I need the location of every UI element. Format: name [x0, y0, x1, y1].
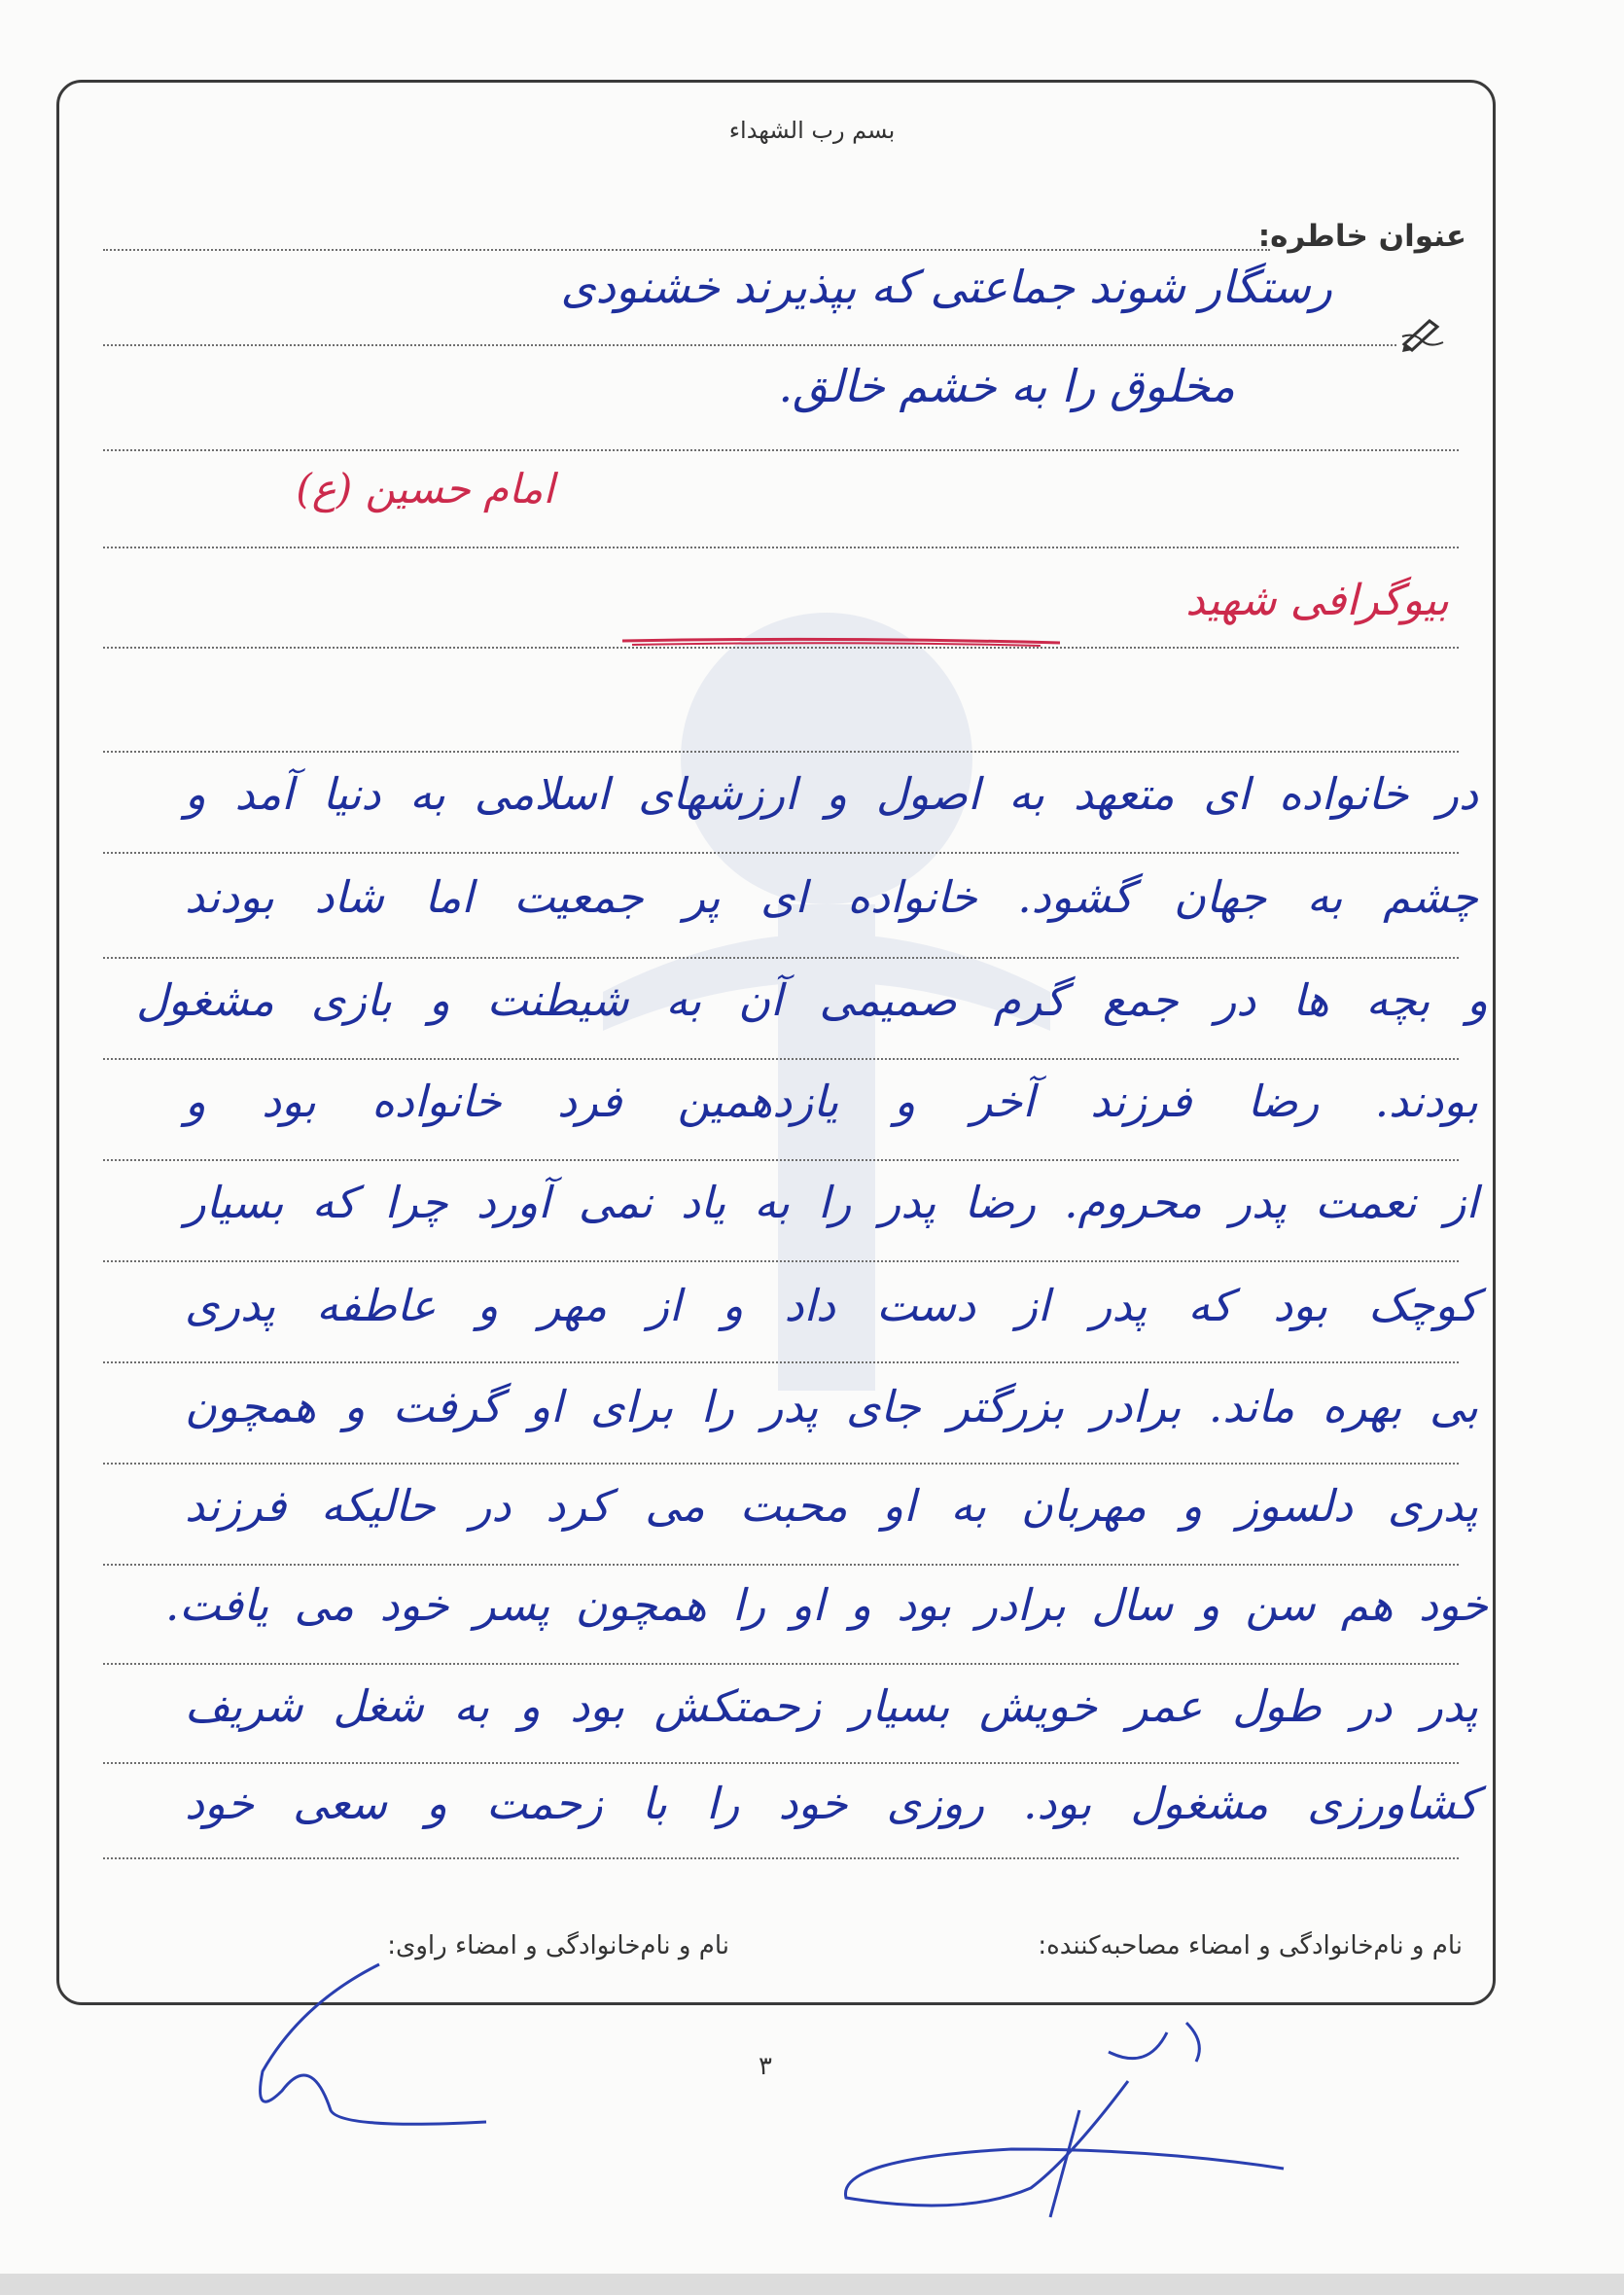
body-rule-1	[103, 852, 1459, 854]
title-rule-3	[103, 449, 1459, 451]
body-rule-8	[103, 1564, 1459, 1566]
body-line: بی بهره ماند. برادر بزرگتر جای پدر را برای او گرفت و همچون	[185, 1381, 1478, 1432]
form-header: بسم رب الشهداء	[728, 117, 896, 144]
body-rule-3	[103, 1058, 1459, 1060]
page-number: ۳	[759, 2052, 772, 2081]
body-rule-2	[103, 957, 1459, 959]
narrator-signature	[243, 1945, 535, 2139]
interviewer-signature	[817, 2003, 1303, 2227]
title-rule-1	[103, 249, 1270, 251]
narrator-signature-label: نام و نام‌خانوادگی و امضاء راوی:	[387, 1931, 729, 1960]
handwritten-title-line-1: رستگار شوند جماعتی که بپذیرند خشنودی	[560, 261, 1332, 313]
body-line: و بچه ها در جمع گرم صمیمی آن به شیطنت و بازی مشغول	[136, 974, 1488, 1026]
body-rule-6	[103, 1361, 1459, 1363]
body-rule-5	[103, 1260, 1459, 1262]
body-rule-9	[103, 1663, 1459, 1665]
body-rule-4	[103, 1159, 1459, 1161]
memory-title-label: عنوان خاطره:	[1257, 219, 1466, 254]
pen-writing-icon	[1400, 313, 1445, 352]
handwritten-title-line-2: مخلوق را به خشم خالق.	[778, 360, 1235, 412]
scan-bottom-strip	[0, 2274, 1624, 2295]
body-line: کشاورزی مشغول بود. روزی خود را با زحمت و سعی خود	[185, 1778, 1478, 1829]
body-rule-7	[103, 1463, 1459, 1465]
body-line: کوچک بود که پدر از دست داد و از مهر و عاطفه پدری	[185, 1280, 1478, 1331]
title-rule-2	[103, 344, 1396, 346]
body-line: بودند. رضا فرزند آخر و یازدهمین فرد خانواده بود و	[185, 1076, 1478, 1127]
handwritten-attribution: امام حسین (ع)	[296, 465, 554, 512]
body-line: چشم به جهان گشود. خانواده ای پر جمعیت اما شاد بودند	[185, 871, 1478, 923]
title-rule-6	[103, 751, 1459, 753]
body-line: از نعمت پدر محروم. رضا پدر را به یاد نمی آورد چرا که بسیار	[185, 1177, 1478, 1228]
handwritten-section-heading: بیوگرافی شهید	[1185, 576, 1449, 625]
body-line: پدر در طول عمر خویش بسیار زحمتکش بود و به شغل شریف	[185, 1680, 1478, 1732]
interviewer-signature-label: نام و نام‌خانوادگی و امضاء مصاحبه‌کننده:	[1038, 1931, 1463, 1960]
heading-underline	[622, 637, 1060, 647]
body-line: خود هم سن و سال برادر بود و او را همچون پسر خود می یافت.	[165, 1579, 1488, 1631]
title-rule-4	[103, 547, 1459, 548]
body-rule-11	[103, 1857, 1459, 1859]
title-rule-5	[103, 647, 1459, 649]
body-line: در خانواده ای متعهد به اصول و ارزشهای اسلامی به دنیا آمد و	[185, 768, 1478, 820]
body-rule-10	[103, 1762, 1459, 1764]
body-line: پدری دلسوز و مهربان به او محبت می کرد در حالیکه فرزند	[185, 1480, 1478, 1532]
